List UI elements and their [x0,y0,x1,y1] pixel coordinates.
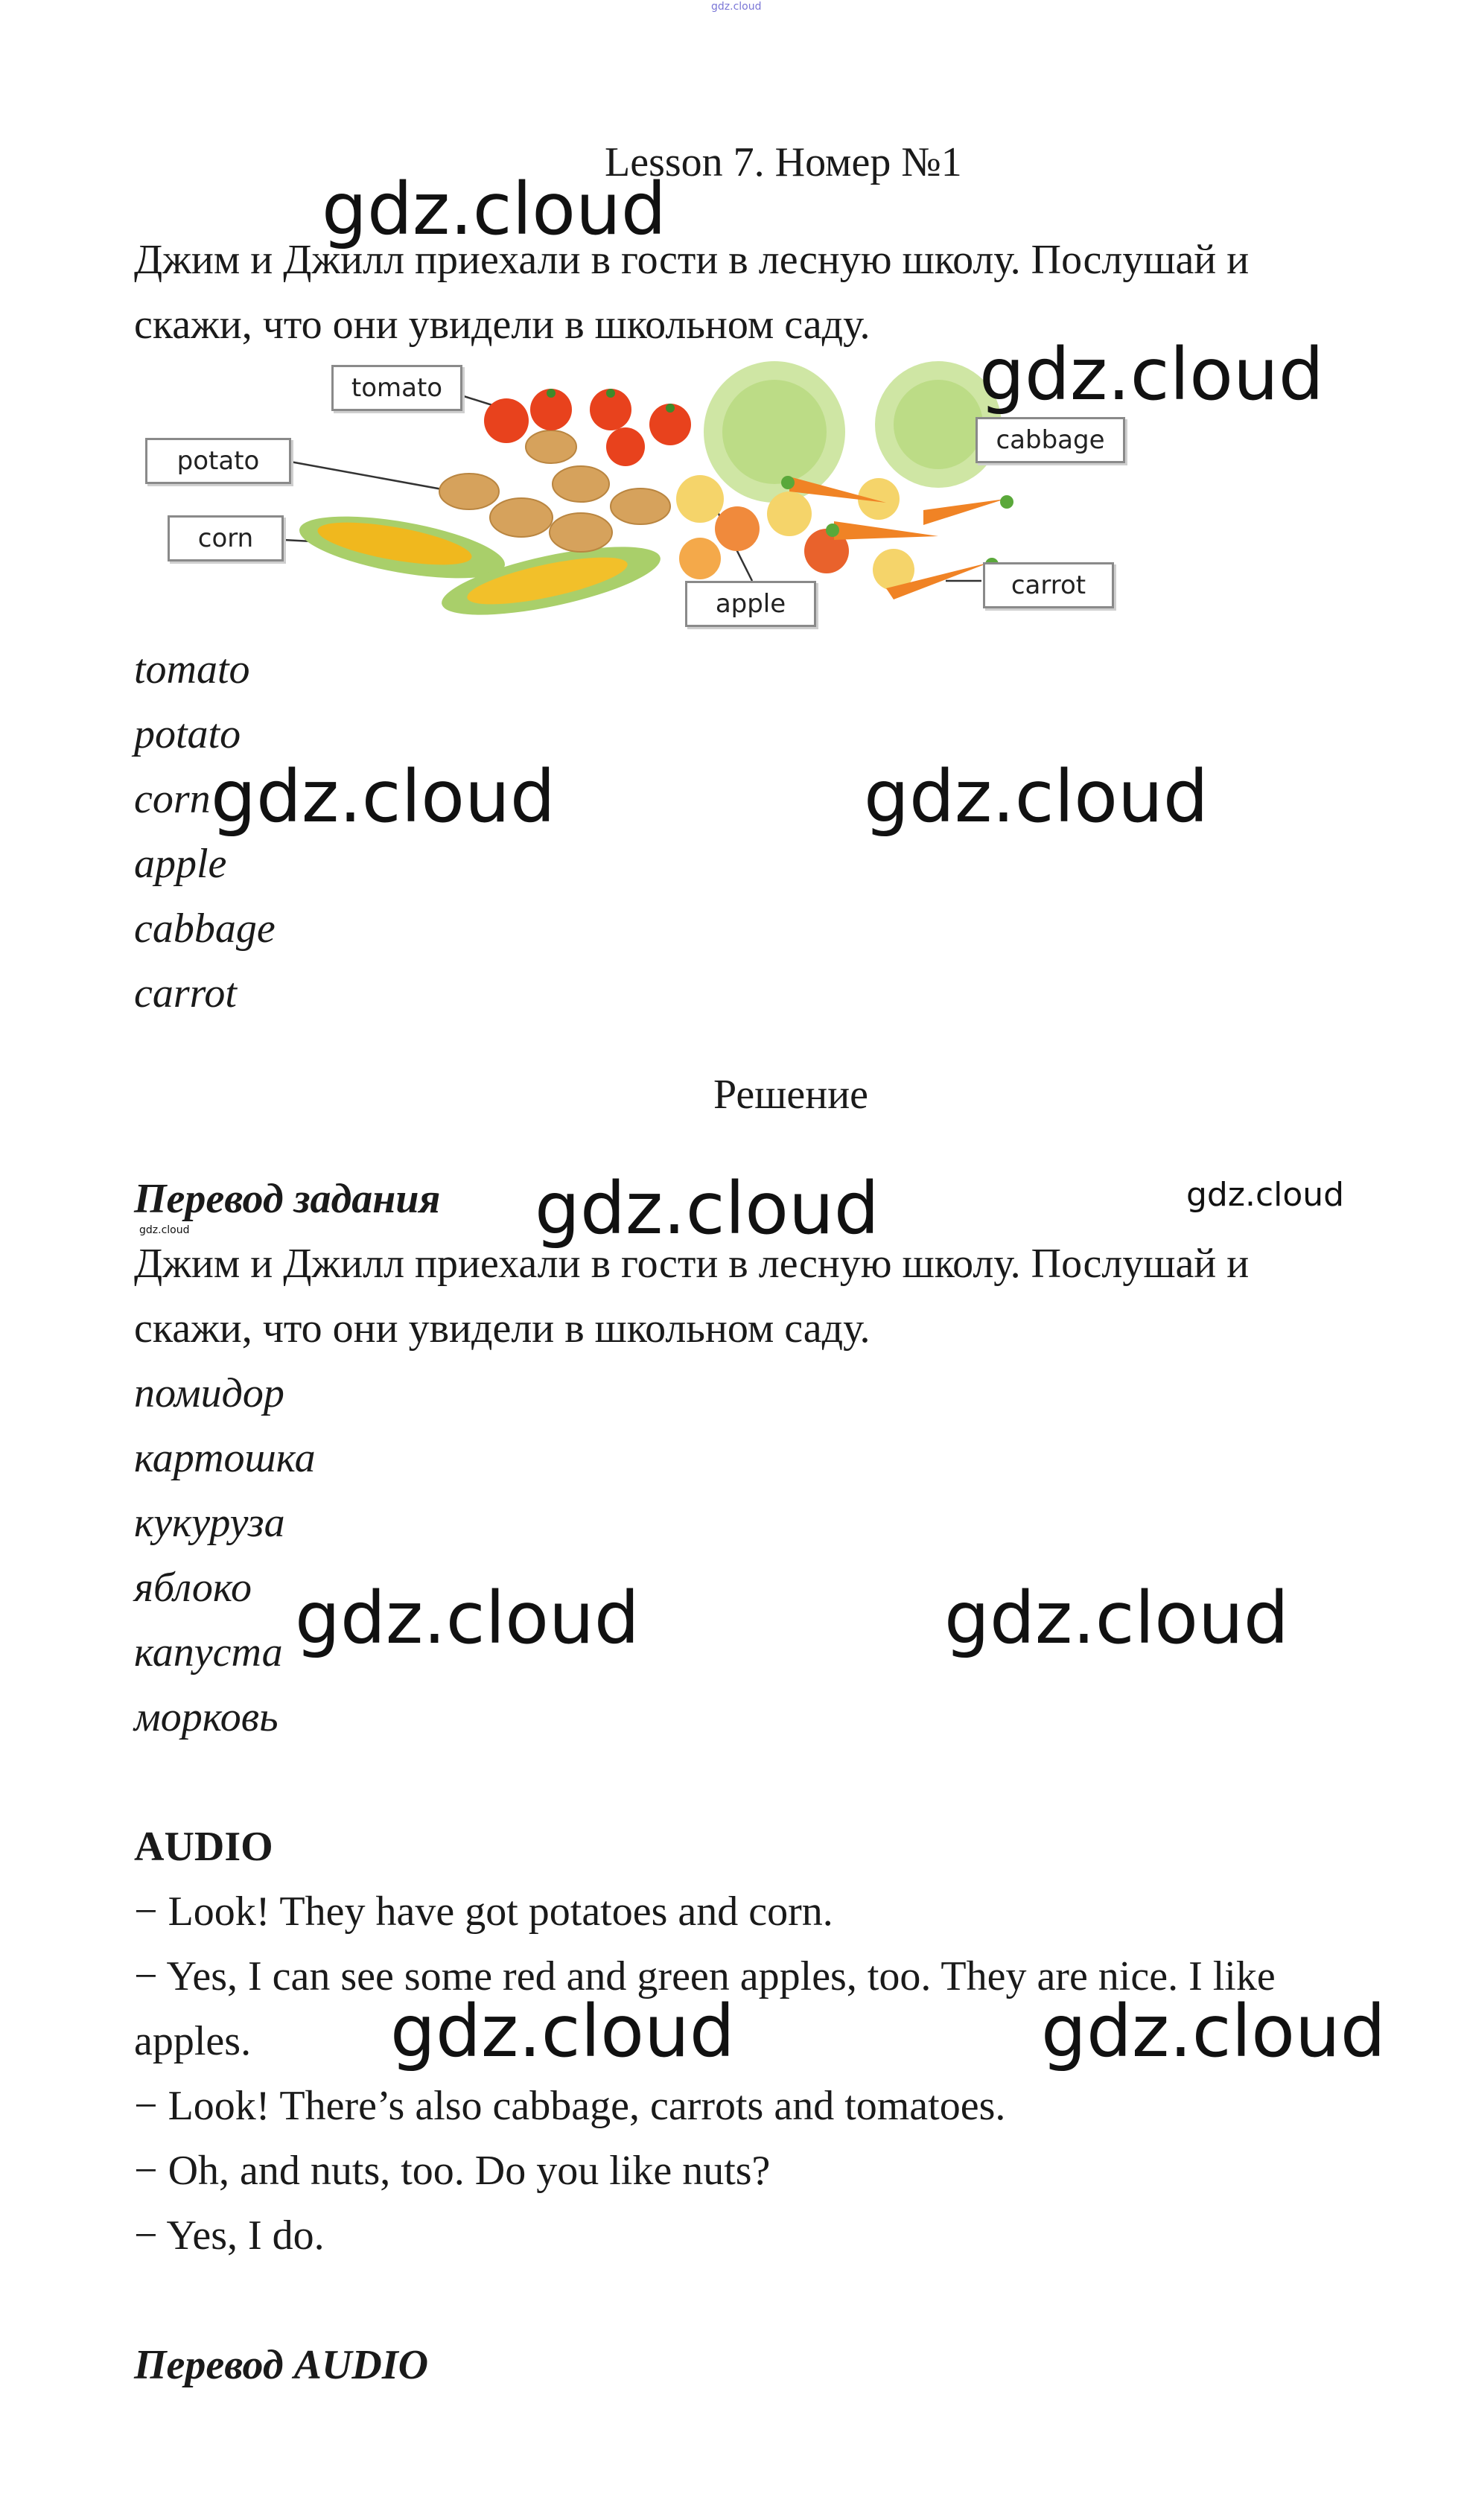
translation-word-2: картошка [134,1435,316,1481]
audio-translation-heading: Перевод AUDIO [134,2342,429,2388]
watermark-top: gdz.cloud [711,1,762,13]
word-tomato: tomato [134,646,250,693]
audio-line-5: − Oh, and nuts, too. Do you like nuts? [134,2148,771,2194]
word-carrot: carrot [134,970,237,1016]
watermark: gdz.cloud [1041,1990,1386,2073]
watermark: gdz.cloud [322,168,666,251]
watermark: gdz.cloud [211,755,556,839]
word-potato: potato [134,711,241,757]
translation-word-6: морковь [134,1694,279,1740]
audio-line-4: − Look! There’s also cabbage, carrots and tomatoes. [134,2083,1006,2129]
audio-line-1: − Look! They have got potatoes and corn. [134,1889,833,1935]
translation-line-1: Джим и Джилл приехали в гости в лесную школу. Послушай и [134,1241,1250,1287]
watermark: gdz.cloud [390,1990,735,2073]
translation-heading: Перевод задания [134,1176,441,1222]
label-tomato: tomato [331,365,462,411]
watermark: gdz.cloud [864,755,1209,839]
translation-line-2: скажи, что они увидели в школьном саду. [134,1305,871,1352]
label-apple: apple [685,581,816,627]
audio-line-3: apples. [134,2018,252,2064]
task-line-2: скажи, что они увидели в школьном саду. [134,302,871,348]
label-carrot: carrot [983,562,1114,608]
label-corn: corn [168,515,284,561]
watermark: gdz.cloud [295,1576,640,1660]
task-line-1: Джим и Джилл приехали в гости в лесную школу. Послушай и [134,237,1250,283]
watermark: gdz.cloud [944,1576,1289,1660]
word-cabbage: cabbage [134,906,276,952]
solution-heading: Решение [713,1072,869,1118]
translation-word-4: яблоко [134,1565,252,1611]
translation-word-5: капуста [134,1629,283,1676]
word-apple: apple [134,841,227,887]
watermark: gdz.cloud [139,1224,190,1236]
word-corn: corn [134,776,211,822]
watermark: gdz.cloud [1186,1176,1345,1214]
audio-line-6: − Yes, I do. [134,2212,325,2259]
label-potato: potato [145,438,291,484]
translation-word-3: кукуруза [134,1500,285,1546]
watermark: gdz.cloud [535,1167,879,1250]
watermark: gdz.cloud [979,333,1324,416]
audio-line-2: − Yes, I can see some red and green apples, too. They are nice. I like [134,1953,1276,1999]
page-title: Lesson 7. Номер №1 [605,139,962,185]
audio-heading: AUDIO [134,1824,273,1870]
translation-word-1: помидор [134,1370,284,1416]
label-cabbage: cabbage [976,417,1125,463]
